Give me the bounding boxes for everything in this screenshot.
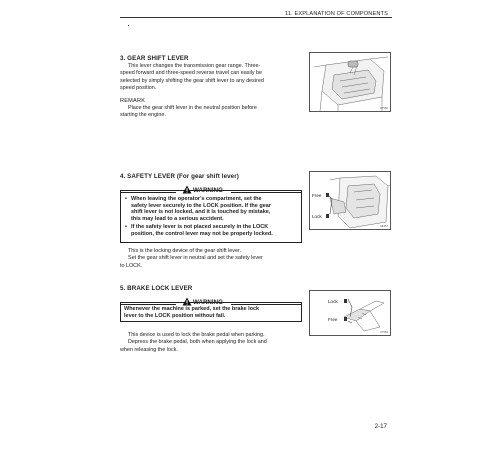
free-marker-icon xyxy=(344,317,347,321)
brake-lock-lever-figure xyxy=(309,290,391,336)
bullet-icon: • xyxy=(125,224,127,230)
warning-line: When leaving the operator's compartment, set the xyxy=(131,196,262,202)
bullet-icon: • xyxy=(125,196,127,202)
warning-brake-text xyxy=(124,306,299,319)
warning-rule-left xyxy=(121,192,176,193)
section-3-body xyxy=(120,63,303,92)
warning-line: lever to the LOCK position without fail. xyxy=(124,312,226,319)
figure-code: 07564 xyxy=(380,330,388,334)
section-4-body xyxy=(120,248,303,270)
warning-rule-left xyxy=(121,304,176,305)
warning-rule-right xyxy=(231,192,301,193)
warning-line: safety lever securely to the LOCK position. If the gear xyxy=(131,202,271,209)
section-4-title: 4. SAFETY LEVER (For gear shift lever) xyxy=(120,173,239,180)
safety-lever-illustration xyxy=(310,172,391,230)
header-rule xyxy=(120,17,392,18)
lock-marker-icon xyxy=(344,299,347,303)
remark-body xyxy=(120,105,303,120)
body-line: selected by simply shifting the gear shift lever to any desired xyxy=(120,77,264,84)
warning-line: this may lead to a serious accident. xyxy=(131,215,224,222)
body-line: Depress the brake pedal, both when applying the lock and xyxy=(128,339,267,346)
body-line: to LOCK. xyxy=(120,262,143,269)
warning-label: WARNING xyxy=(193,299,223,306)
warning-line: Whenever the machine is parked, set the brake lock xyxy=(124,306,260,312)
gear-shift-lever-figure xyxy=(309,52,391,112)
body-line: speed forward and three-speed reverse travel can easily be xyxy=(120,70,263,77)
body-line: speed position. xyxy=(120,84,157,91)
brake-lock-illustration xyxy=(310,291,391,336)
lock-label: Lock xyxy=(312,214,322,219)
section-5-title: 5. BRAKE LOCK LEVER xyxy=(120,285,193,292)
warning-label: WARNING xyxy=(193,187,223,194)
remark-line: starting the engine. xyxy=(120,112,166,119)
page-number: 2-17 xyxy=(374,423,387,430)
warning-bullet-2 xyxy=(125,224,299,237)
figure-code: 07560 xyxy=(380,106,388,110)
warning-line: shift lever is not locked, and it is touched by mistake, xyxy=(131,209,271,216)
warning-triangle-icon xyxy=(182,297,192,306)
margin-tick xyxy=(128,25,129,26)
free-label: Free xyxy=(312,193,322,198)
remark-line: Place the gear shift lever in the neutral position before xyxy=(128,105,257,111)
warning-bullet-1 xyxy=(125,196,299,222)
section-3-title: 3. GEAR SHIFT LEVER xyxy=(120,55,189,62)
warning-rule-right xyxy=(231,304,301,305)
lock-label: Lock xyxy=(328,299,338,304)
free-label: Free xyxy=(328,317,338,322)
body-line: This lever changes the transmission gear range. Three- xyxy=(128,63,261,69)
warning-line: position, the control lever may not be properly locked. xyxy=(131,230,273,237)
free-marker-icon xyxy=(326,193,329,197)
warning-triangle-icon xyxy=(182,185,192,194)
figure-code: 08457 xyxy=(380,224,388,228)
section-5-body xyxy=(120,332,303,354)
remark-label: REMARK xyxy=(120,98,146,104)
chapter-header: 11. EXPLANATION OF COMPONENTS xyxy=(285,11,388,17)
body-line: when releasing the lock. xyxy=(120,346,178,353)
body-line: This is the locking device of the gear shift lever. xyxy=(128,248,241,254)
warning-line: If the safety lever is not placed securely in the LOCK xyxy=(131,224,269,230)
body-line: Set the gear shift lever in neutral and set the safety lever xyxy=(128,255,263,262)
lock-marker-icon xyxy=(326,214,329,218)
safety-lever-figure xyxy=(309,171,391,230)
lever-knob xyxy=(348,61,358,67)
gear-shift-lever-illustration xyxy=(310,53,391,112)
body-line: This device is used to lock the brake pedal when parking. xyxy=(128,332,265,338)
